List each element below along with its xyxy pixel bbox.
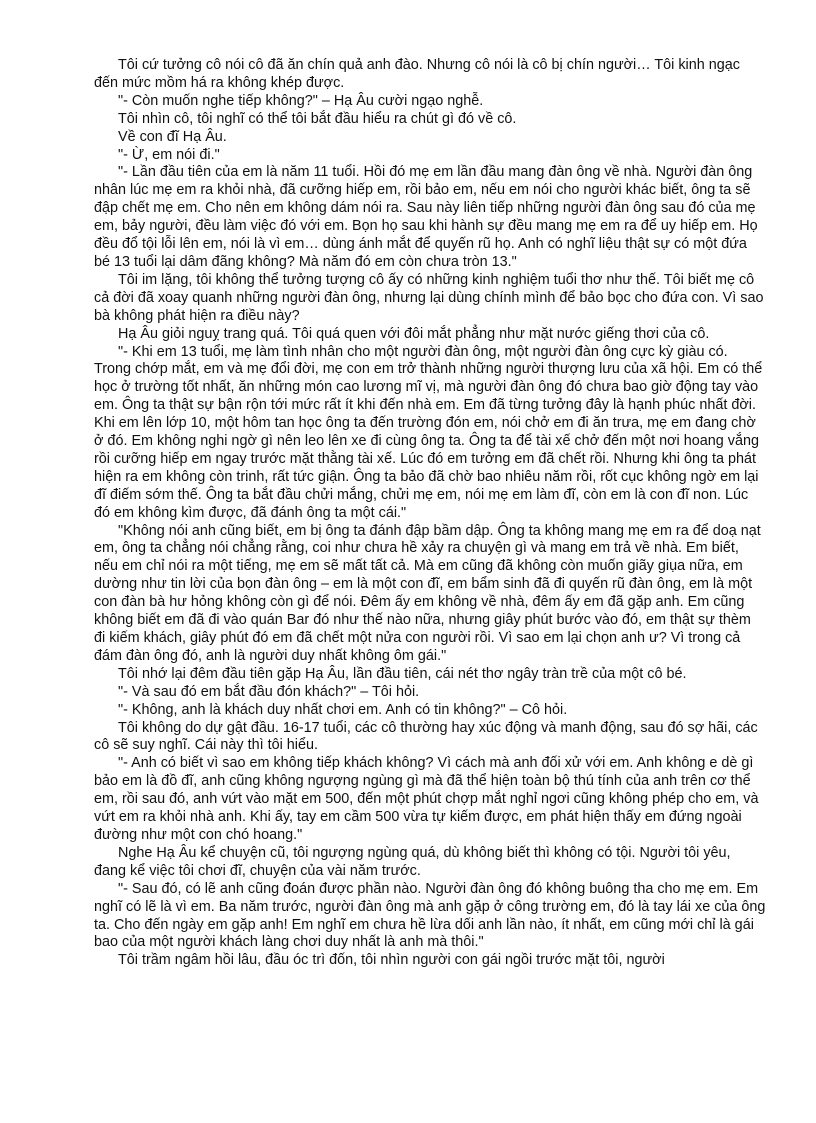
paragraph: "- Anh có biết vì sao em không tiếp khách không? Vì cách mà anh đối xử với em. Anh không e dè gì bảo em là đồ đĩ, anh cũng không ngượng ngùng gì mà đã thể hiện toàn bộ thú tính của anh trên cơ thể em, rồi sau đó, anh vứt vào mặt em 500, đến một phút chợp mắt nghỉ ngơi cũng không phép cho em, và vứt em ra khỏi nhà anh. Khi ấy, tay em cầm 500 vừa tự kiếm được, em phát hiện thấy em đứng ngoài đường như một con chó hoang." (94, 755, 759, 843)
paragraph: "- Không, anh là khách duy nhất chơi em. Anh có tin không?" – Cô hỏi. (118, 701, 568, 718)
paragraph: "- Sau đó, có lẽ anh cũng đoán được phần nào. Người đàn ông đó không buông tha cho mẹ em. Em nghĩ có lẽ là vì em. Ba năm trước, người đàn ông mà anh gặp ở công trường em, đó là tay lái xe của ông ta. Cho đến ngày em gặp anh! Em nghĩ em chưa hề lừa dối anh lần nào, ít nhất, em cũng mới chỉ là gái bao của một người khách làng chơi duy nhất là anh mà thôi." (94, 880, 766, 951)
paragraph: Tôi trầm ngâm hồi lâu, đầu óc trì đốn, tôi nhìn người con gái ngồi trước mặt tôi, người (118, 952, 665, 969)
paragraph: "- Khi em 13 tuổi, mẹ làm tình nhân cho một người đàn ông, một người đàn ông cực kỳ giàu có. Trong chớp mắt, em và mẹ đổi đời, mẹ con em trở thành những người thượng lưu của xã hội. Em có thể học ở trường tốt nhất, ăn những món cao lương mĩ vị, mà người đàn ông đó chưa bao giờ động tay vào em. Ông ta thật sự bận rộn tới mức rất ít khi đến nhà em. Em đã từng tưởng đây là hạnh phúc nhất đời. Khi em lên lớp 10, một hôm tan học ông ta đến trường đón em, nói chở em đi ăn trưa, mẹ em đang chờ ở đó. Em không nghi ngờ gì nên leo lên xe đi cùng ông ta. Ông ta để tài xế chở đến một nơi hoang vắng rồi cưỡng hiếp em ngay trước mặt thằng tài xế. Lúc đó em tưởng em đã chết rồi. Nhưng khi ông ta phát hiện ra em không còn trinh, rất tức giận. Ông ta bảo đã chờ bao nhiêu năm rồi, rốt cục không ngờ em lại đĩ điếm sớm thế. Ông ta bắt đầu chửi mắng, chửi mẹ em, nói mẹ em làm đĩ, còn em là con đĩ non. Lúc đó em không kìm được, đã đánh ông ta một cái." (94, 343, 763, 521)
paragraph: Tôi cứ tưởng cô nói cô đã ăn chín quả anh đào. Nhưng cô nói là cô bị chín người… Tôi kinh ngạc đến mức mồm há ra không khép được. (94, 57, 740, 91)
paragraph: "- Ừ, em nói đi." (118, 146, 220, 163)
paragraph: Tôi im lặng, tôi không thể tưởng tượng cô ấy có những kinh nghiệm tuổi thơ như thế. Tôi biết mẹ cô cả đời đã xoay quanh những người đàn ông, nhưng lại dùng chính mình để bảo bọc cho đứa con. Vì sao bà không phát hiện ra điều này? (94, 271, 764, 324)
document-page (94, 57, 766, 970)
paragraph: Tôi nhớ lại đêm đầu tiên gặp Hạ Âu, lần đầu tiên, cái nét thơ ngây tràn trề của một cô bé. (118, 665, 687, 682)
paragraph: "- Còn muốn nghe tiếp không?" – Hạ Âu cười ngạo nghễ. (118, 92, 484, 109)
paragraph: Về con đĩ Hạ Âu. (118, 128, 227, 145)
paragraph: Nghe Hạ Âu kể chuyện cũ, tôi ngượng ngùng quá, dù không biết thì không có tội. Người tôi yêu, đang kể việc tôi chơi đĩ, chuyện của vài năm trước. (94, 844, 731, 879)
paragraph: Tôi không do dự gật đầu. 16-17 tuổi, các cô thường hay xúc động và manh động, sau đó sợ hãi, các cô sẽ suy nghĩ. Cái này thì tôi hiểu. (94, 719, 758, 754)
paragraph: Hạ Âu giỏi nguỵ trang quá. Tôi quá quen với đôi mắt phẳng như mặt nước giếng thơi của cô. (118, 325, 710, 342)
paragraph: "- Và sau đó em bắt đầu đón khách?" – Tôi hỏi. (118, 683, 420, 700)
paragraph: Tôi nhìn cô, tôi nghĩ có thể tôi bắt đầu hiểu ra chút gì đó về cô. (118, 110, 517, 127)
paragraph: "- Lần đầu tiên của em là năm 11 tuổi. Hồi đó mẹ em lần đầu mang đàn ông về nhà. Người đàn ông nhân lúc mẹ em ra khỏi nhà, đã cưỡng hiếp em, rồi bảo em, nếu em nói cho người khác biết, ông ta sẽ đập chết mẹ em. Cho nên em không dám nói ra. Sau này liên tiếp những người đàn ông sau đó của mẹ em, bảy người, đều làm việc đó với em. Bọn họ sau khi hành sự đều mang mẹ em ra để uy hiếp em. Họ đều đổ tội lỗi lên em, nói là vì em… dùng ánh mắt để quyến rũ họ. Anh có nghĩ liệu thật sự có một đứa bé 13 tuổi lại dâm đãng không? Mà năm đó em còn chưa tròn 13." (94, 164, 758, 270)
paragraph: "Không nói anh cũng biết, em bị ông ta đánh đập bầm dập. Ông ta không mang mẹ em ra để doạ nạt em, ông ta chẳng nói chẳng rằng, coi như chưa hề xảy ra chuyện gì và mang em trả về nhà. Em biết, nếu em chỉ nói ra một tiếng, mẹ em sẽ mất tất cả. Mà em cũng đã không còn muốn giãy giụa nữa, em dường như tin lời của bọn đàn ông – em là một con đĩ, em bẩm sinh đã đi quyến rũ đàn ông, em là một con đàn bà hư hỏng không còn gì để nói. Đêm ấy em không về nhà, đêm ấy em đã gặp anh. Em cũng không biết em đã đi vào quán Bar đó như thế nào nữa, nhưng giây phút bước vào đó, em thật sự thèm đi kiếm khách, giây phút đó em đã chết một nửa con người rồi. Vì sao em lại chọn anh ư? Vì trong cả đám đàn ông đó, anh là người duy nhất không ôm gái." (94, 522, 761, 664)
